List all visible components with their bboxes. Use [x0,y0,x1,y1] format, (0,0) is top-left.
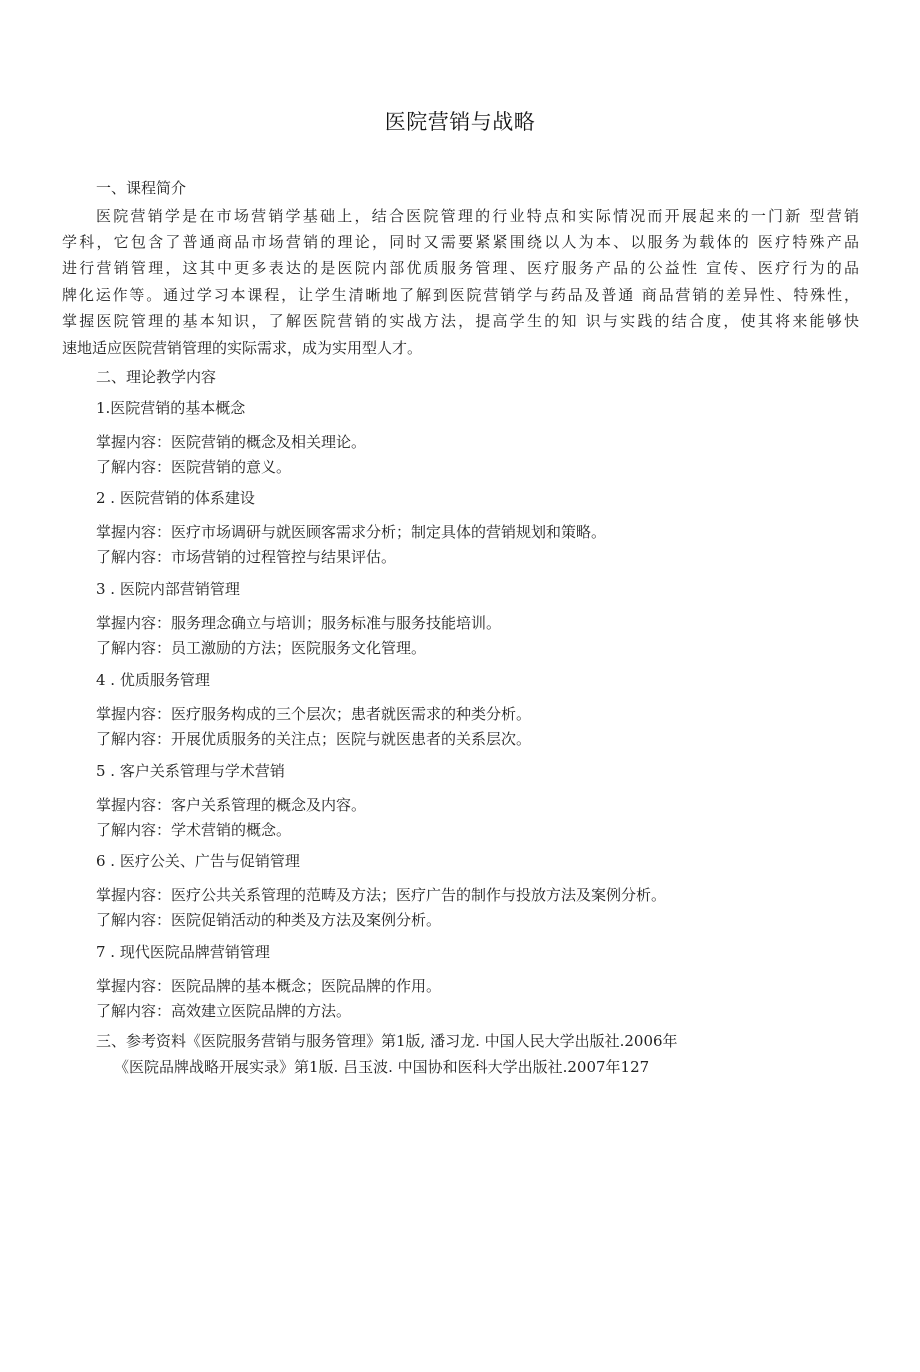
intro-paragraph-line: 学科，它包含了普通商品市场营销的理论，同时又需要紧紧围绕以人为本、以服务为载体的 医疗特殊产品 [62,233,859,251]
unit-understand-content: 了解内容：医院促销活动的种类及方法及案例分析。 [96,911,442,929]
section-heading-course-intro: 一、课程简介 [96,179,187,197]
unit-master-content: 掌握内容：服务理念确立与培训；服务标准与服务技能培训。 [96,614,502,632]
unit-understand-content: 了解内容：医院营销的意义。 [96,458,292,476]
unit-master-content: 掌握内容：客户关系管理的概念及内容。 [96,796,367,814]
unit-understand-content: 了解内容：高效建立医院品牌的方法。 [96,1002,352,1020]
unit-master-content: 掌握内容：医疗服务构成的三个层次；患者就医需求的种类分析。 [96,705,532,723]
section-heading-teaching-content: 二、理论教学内容 [96,368,217,386]
intro-paragraph-line: 进行营销管理，这其中更多表达的是医院内部优质服务管理、医疗服务产品的公益性 宣传、医疗行为的品 [62,259,859,277]
unit-title: 1.医院营销的基本概念 [96,399,246,417]
document-title: 医院营销与战略 [384,110,536,134]
unit-title: 5 . 客户关系管理与学术营销 [96,762,285,780]
unit-title: 6 . 医疗公关、广告与促销管理 [96,852,300,870]
unit-understand-content: 了解内容：市场营销的过程管控与结果评估。 [96,548,397,566]
unit-title: 7 . 现代医院品牌营销管理 [96,943,270,961]
unit-title: 4 . 优质服务管理 [96,671,210,689]
unit-master-content: 掌握内容：医院品牌的基本概念；医院品牌的作用。 [96,977,442,995]
intro-paragraph-line: 速地适应医院营销管理的实际需求，成为实用型人才。 [62,339,423,357]
references-line: 《医院品牌战略开展实录》第1版. 吕玉波. 中国协和医科大学出版社.2007年127 [114,1058,650,1076]
references-line: 三、参考资料《医院服务营销与服务管理》第1版, 潘习龙. 中国人民大学出版社.2006年 [96,1032,678,1050]
unit-understand-content: 了解内容：开展优质服务的关注点；医院与就医患者的关系层次。 [96,730,532,748]
unit-master-content: 掌握内容：医疗公共关系管理的范畴及方法；医疗广告的制作与投放方法及案例分析。 [96,886,667,904]
unit-title: 3 . 医院内部营销管理 [96,580,240,598]
unit-understand-content: 了解内容：员工激励的方法；医院服务文化管理。 [96,639,427,657]
unit-master-content: 掌握内容：医疗市场调研与就医顾客需求分析；制定具体的营销规划和策略。 [96,523,607,541]
unit-understand-content: 了解内容：学术营销的概念。 [96,821,292,839]
intro-paragraph-line: 掌握医院管理的基本知识，了解医院营销的实战方法，提高学生的知 识与实践的结合度，使其将来能够快 [62,312,859,330]
intro-paragraph-line: 牌化运作等。通过学习本课程，让学生清晰地了解到医院营销学与药品及普通 商品营销的差异性、特殊性， [62,286,859,304]
intro-paragraph-line: 医院营销学是在市场营销学基础上，结合医院管理的行业特点和实际情况而开展起来的一门新 型营销 [96,207,859,225]
unit-title: 2 . 医院营销的体系建设 [96,489,255,507]
unit-master-content: 掌握内容：医院营销的概念及相关理论。 [96,433,367,451]
